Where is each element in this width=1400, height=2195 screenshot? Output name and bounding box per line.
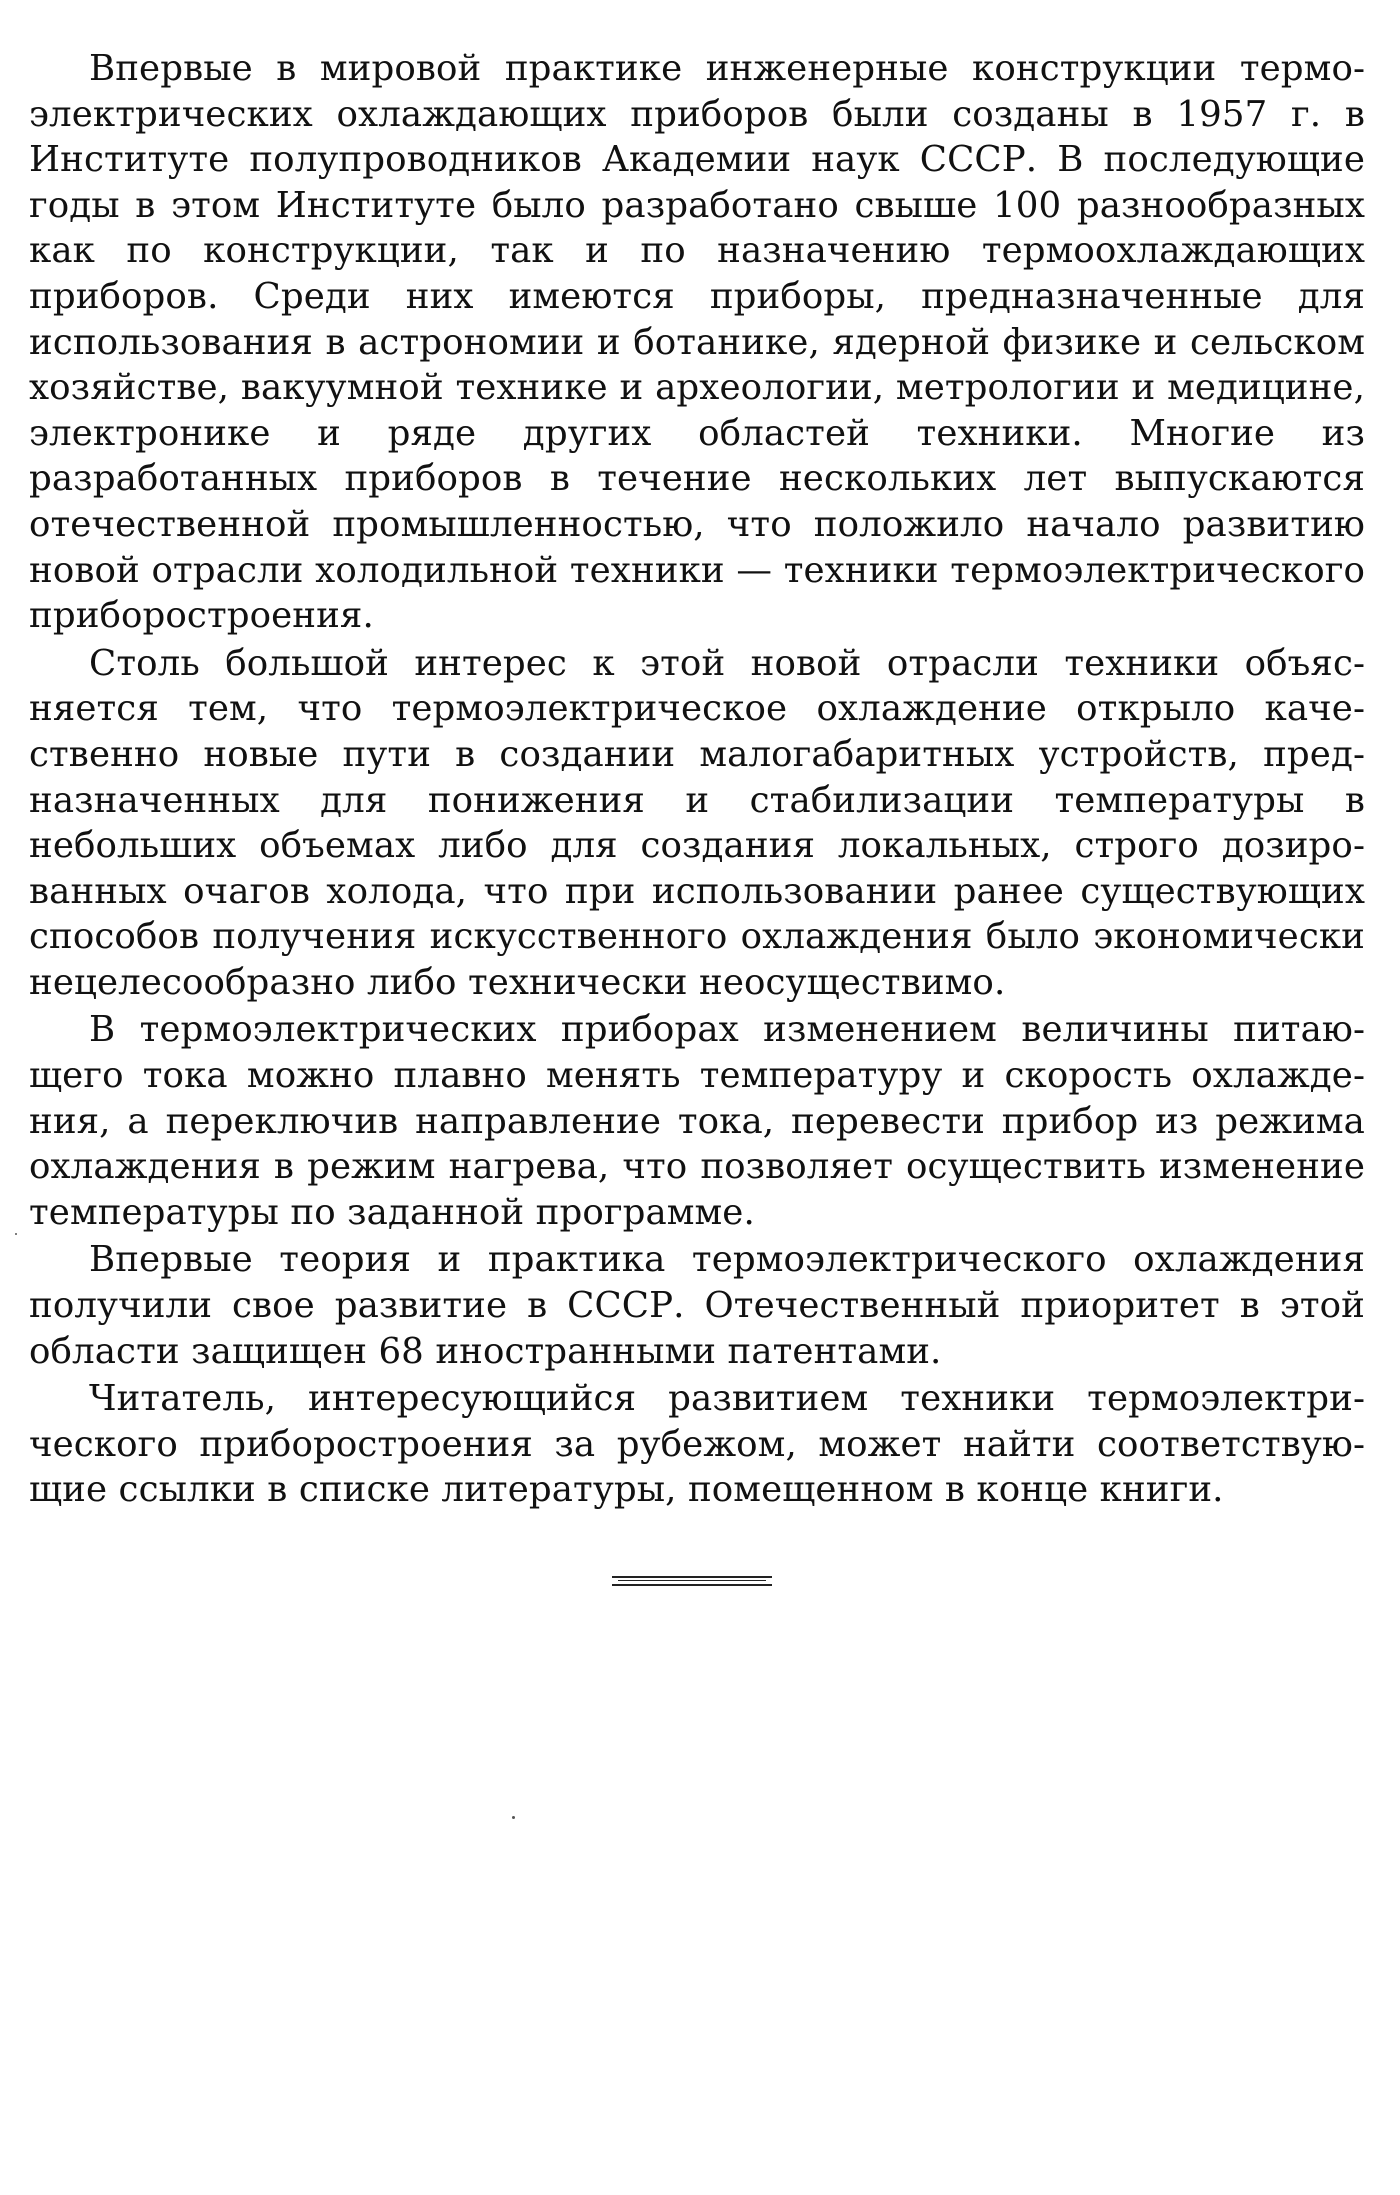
paragraph-2: Столь большой интерес к этой новой отрасли техники объясняется тем, что термоэлектрическое охлаждение открыло качественно новые пути в создании малогабаритных устройств, предназначенных для понижения и стабилизации температуры в небольших объемах либо для создания локальных, строго дозированных очагов холода, что при использовании ранее существующих способов получения искусственного охлаждения было экономически нецелесообразно либо технически неосуществимо. <box>29 642 1365 1003</box>
paragraph-1: Впервые в мировой практике инженерные конструкции термоэлектрических охлаждающих приборов были созданы в 1957 г. в Институте полупроводников Академии наук СССР. В последующие годы в этом Институте было разработано свыше 100 разнообразных как по конструкции, так и по назначению термоохлаждающих приборов. Среди них имеются приборы, предназначенные для использования в астрономии и ботанике, ядерной физике и сельском хозяйстве, вакуумной технике и археологии, метрологии и медицине, электронике и ряде других областей техники. Многие из разработанных приборов в течение нескольких лет выпускаются отечественной промышленностью, что положило начало развитию новой отрасли холодильной техники — техники термоэлектрического приборостроения. <box>29 48 1365 637</box>
end-ornament-rule <box>612 1576 772 1586</box>
document-body <box>29 46 1365 1513</box>
scan-speck <box>512 1816 515 1819</box>
ornament-line-middle <box>618 1580 766 1581</box>
paragraph-5: Читатель, интересующийся развитием техники термоэлектрического приборостроения за рубежом, может найти соответствующие ссылки в списке литературы, помещенном в конце книги. <box>29 1378 1365 1511</box>
paragraph-3: В термоэлектрических приборах изменением величины питающего тока можно плавно менять температуру и скорость охлаждения, а переключив направление тока, перевести прибор из режима охлаждения в режим нагрева, что позволяет осуществить изменение температуры по заданной программе. <box>29 1009 1365 1233</box>
paragraph-4: Впервые теория и практика термоэлектрического охлаждения получили свое развитие в СССР. Отечественный приоритет в этой области защищен 68 иностранными патентами. <box>29 1239 1365 1372</box>
ornament-line-bottom <box>612 1584 772 1586</box>
ornament-line-top <box>612 1576 772 1578</box>
scan-speck <box>15 1233 17 1235</box>
